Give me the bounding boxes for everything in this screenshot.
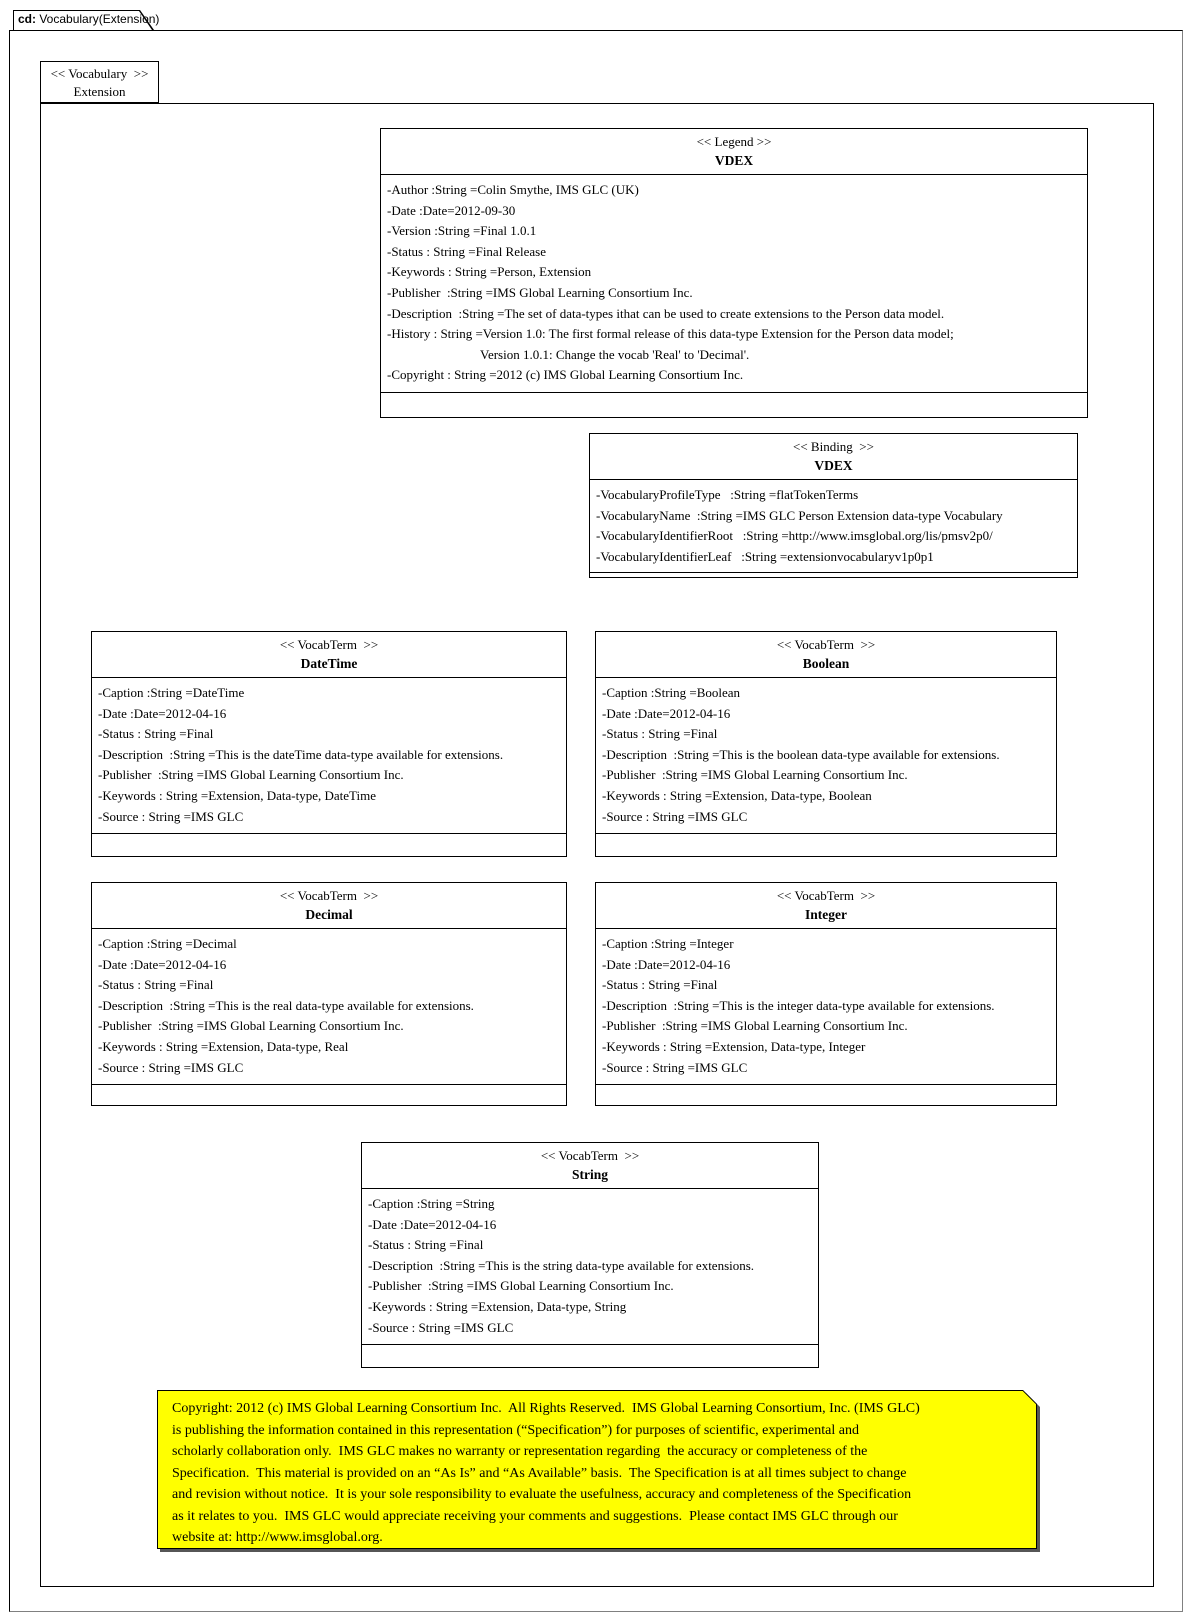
class-operations-compartment [92,1085,566,1105]
attribute-line: -Date :Date=2012-04-16 [98,705,227,721]
attribute-line: -Caption :String =Boolean [602,685,741,700]
class-header [362,1143,818,1188]
attribute-line: -Source : String =IMS GLC [98,1059,244,1075]
attribute-line: -Keywords : String =Extension, Data-type, Real [98,1038,349,1054]
note-line: scholarly collaboration only. IMS GLC makes no warranty or representation regarding the accuracy or completeness of the [172,1444,868,1459]
class-name: VDEX [714,153,754,168]
attribute-line: -Status : String =Final [602,977,718,993]
class-stereotype: << Legend >> [696,134,772,149]
class-operations-compartment [362,1345,818,1367]
attribute-line: -Description :String =This is the string data-type available for extensions. [368,1257,755,1273]
frame-name: Extension [73,84,126,99]
diagram-tab-label [18,12,159,26]
class-stereotype: << VocabTerm >> [279,637,379,652]
class-attributes [596,677,1056,834]
diagram-type-prefix: cd: [18,12,36,26]
attribute-line: -Publisher :String =IMS Global Learning Consortium Inc. [387,284,693,300]
attribute-line: -Caption :String =String [368,1196,495,1211]
attribute-line: -Date :Date=2012-09-30 [387,202,516,218]
uml-class-binding [589,433,1078,578]
note-line: and revision without notice. It is your sole responsibility to evaluate the usefulness, accuracy and completeness of the Specification [172,1487,912,1502]
attribute-line: -Publisher :String =IMS Global Learning Consortium Inc. [98,767,404,783]
class-header [92,883,566,928]
class-attributes [92,677,566,834]
attribute-line: -Description :String =This is the dateTime data-type available for extensions. [98,746,504,762]
attribute-line: -Source : String =IMS GLC [98,808,244,824]
attribute-line: -Source : String =IMS GLC [368,1319,514,1335]
attribute-line: -Keywords : String =Extension, Data-type, String [368,1298,627,1314]
attribute-line: -Publisher :String =IMS Global Learning Consortium Inc. [602,767,908,783]
attribute-line: -Keywords : String =Extension, Data-type, Integer [602,1038,866,1054]
note-line: Copyright: 2012 (c) IMS Global Learning Consortium Inc. All Rights Reserved. IMS Global Learning Consortium, Inc. (IMS GLC) [172,1401,920,1416]
note-line: is publishing the information contained in this representation (“Specification”) for purposes of scientific, experimental and [172,1422,859,1438]
attribute-line: -Caption :String =Decimal [98,936,237,951]
attribute-line: -VocabularyProfileType :String =flatTokenTerms [596,487,859,502]
attribute-line: -Keywords : String =Extension, Data-type, Boolean [602,787,872,803]
class-stereotype: << VocabTerm >> [776,637,876,652]
class-header [596,632,1056,677]
copyright-note [157,1390,1037,1549]
attribute-line: -Date :Date=2012-04-16 [368,1216,497,1232]
attribute-line: -Publisher :String =IMS Global Learning Consortium Inc. [602,1018,908,1034]
attribute-line: -Caption :String =DateTime [98,685,245,700]
attribute-line: -Source : String =IMS GLC [602,1059,748,1075]
class-header [92,632,566,677]
class-name: VDEX [814,458,853,473]
frame-stereotype: << Vocabulary >> [50,66,149,81]
attribute-line: -Date :Date=2012-04-16 [602,956,731,972]
attribute-line: -Status : String =Final [602,726,718,742]
attribute-line: -Description :String =The set of data-types ithat can be used to create extensions to the Person data model. [387,305,945,321]
attribute-line-continuation: Version 1.0.1: Change the vocab 'Real' to 'Decimal'. [480,346,750,362]
class-name: Decimal [305,907,353,922]
class-attributes [362,1188,818,1345]
attribute-line: -Keywords : String =Person, Extension [387,264,592,280]
attribute-line: -Author :String =Colin Smythe, IMS GLC (UK) [387,182,639,197]
vocabulary-frame-label [40,61,159,103]
attribute-line: -Publisher :String =IMS Global Learning Consortium Inc. [368,1278,674,1294]
attribute-line: -History : String =Version 1.0: The first formal release of this data-type Extension for the Person data model; [387,326,954,342]
class-name: Boolean [802,656,850,671]
attribute-line: -Description :String =This is the integer data-type available for extensions. [602,997,995,1013]
class-stereotype: << VocabTerm >> [540,1148,640,1163]
class-attributes [590,479,1077,573]
uml-class-string [361,1142,819,1368]
class-header [596,883,1056,928]
attribute-line: -Publisher :String =IMS Global Learning Consortium Inc. [98,1018,404,1034]
attribute-line: -Caption :String =Integer [602,936,734,951]
attribute-line: -VocabularyIdentifierRoot :String =http://www.imsglobal.org/lis/pmsv2p0/ [596,528,993,544]
attribute-line: -Status : String =Final [368,1237,484,1253]
diagram-tab [13,10,160,30]
note-line: Specification. This material is provided on an “As Is” and “As Available” basis. The Specification is at all times subject to change [172,1465,907,1481]
class-stereotype: << VocabTerm >> [776,888,876,903]
attribute-line: -Description :String =This is the real data-type available for extensions. [98,997,474,1013]
note-text [172,1398,1027,1549]
attribute-line: -Date :Date=2012-04-16 [98,956,227,972]
attribute-line: -Description :String =This is the boolean data-type available for extensions. [602,746,1000,762]
uml-class-integer [595,882,1057,1106]
attribute-line: -Keywords : String =Extension, Data-type, DateTime [98,787,377,803]
class-stereotype: << Binding >> [793,439,874,454]
attribute-line: -Status : String =Final [98,977,214,993]
class-operations-compartment [92,834,566,856]
uml-class-datetime [91,631,567,857]
class-attributes [381,174,1087,393]
class-operations-compartment [596,1085,1056,1105]
attribute-line: -VocabularyIdentifierLeaf :String =extensionvocabularyv1p0p1 [596,548,934,564]
uml-class-legend [380,128,1088,418]
class-name: String [571,1167,608,1182]
note-line: website at: http://www.imsglobal.org. [172,1530,383,1545]
note-line: as it relates to you. IMS GLC would appreciate receiving your comments and suggestions. Please contact IMS GLC through our [172,1508,898,1524]
class-header [381,129,1087,174]
attribute-line: -Copyright : String =2012 (c) IMS Global Learning Consortium Inc. [387,367,744,383]
attribute-line: -Date :Date=2012-04-16 [602,705,731,721]
class-operations-compartment [590,573,1077,577]
class-name: DateTime [300,656,358,671]
attribute-line: -Version :String =Final 1.0.1 [387,223,537,239]
attribute-line: -Status : String =Final [98,726,214,742]
class-operations-compartment [381,393,1087,417]
class-attributes [92,928,566,1085]
class-operations-compartment [596,834,1056,856]
class-attributes [596,928,1056,1085]
class-header [590,434,1077,479]
diagram-title: Vocabulary(Extension) [39,12,160,26]
uml-class-decimal [91,882,567,1106]
attribute-line: -VocabularyName :String =IMS GLC Person Extension data-type Vocabulary [596,507,1003,523]
class-name: Integer [805,907,847,922]
attribute-line: -Status : String =Final Release [387,243,546,259]
attribute-line: -Source : String =IMS GLC [602,808,748,824]
class-stereotype: << VocabTerm >> [279,888,379,903]
uml-class-boolean [595,631,1057,857]
